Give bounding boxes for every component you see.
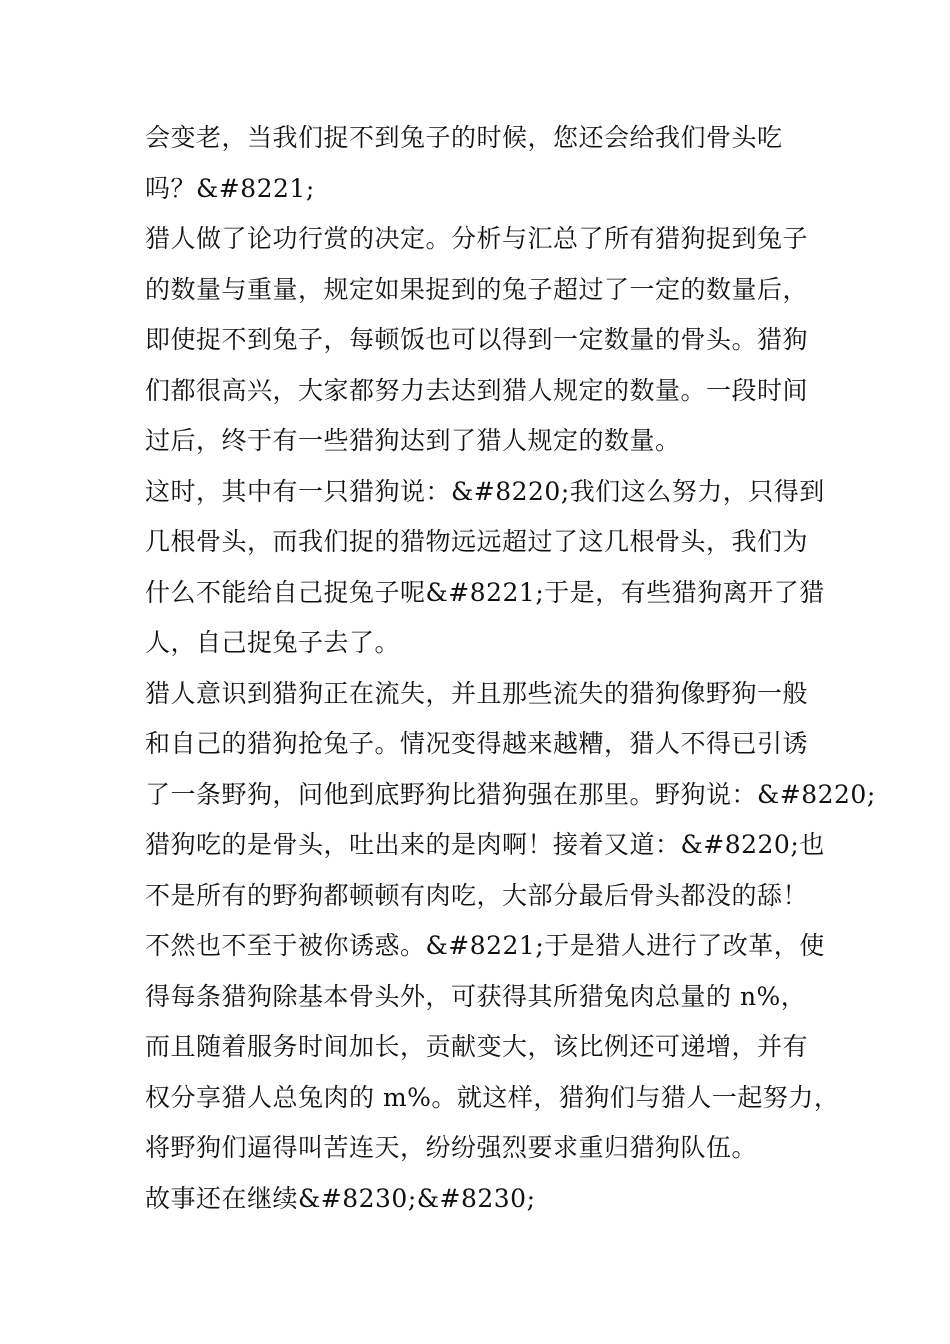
text-line-12: 猎人意识到猎狗正在流失，并且那些流失的猎狗像野狗一般 [145,678,809,708]
text-line-5: 即使捉不到兔子，每顿饭也可以得到一定数量的骨头。猎狗 [145,325,809,354]
text-line-19: 而且随着服务时间加长，贡献变大，该比例还可递增，并有 [145,1032,809,1061]
text-line-1: 会变老，当我们捉不到兔子的时候，您还会给我们骨头吃 [145,123,783,152]
text-line-11: 人，自己捉兔子去了。 [145,628,401,657]
text-line-18: 得每条猎狗除基本骨头外，可获得其所猎兔肉总量的 n%， [145,981,807,1011]
text-line-21: 将野狗们逼得叫苦连天，纷纷强烈要求重归猎狗队伍。 [145,1133,758,1162]
text-line-15: 猎狗吃的是骨头，吐出来的是肉啊！接着又道：&#8220;也 [145,830,825,859]
text-line-10: 什么不能给自己捉兔子呢&#8221;于是，有些猎狗离开了猎 [145,577,825,607]
text-line-7: 过后，终于有一些猎狗达到了猎人规定的数量。 [145,426,681,455]
text-line-6: 们都很高兴，大家都努力去达到猎人规定的数量。一段时间 [145,375,809,405]
text-line-9: 几根骨头，而我们捉的猎物远远超过了这几根骨头，我们为 [145,527,809,556]
text-line-3: 猎人做了论功行赏的决定。分析与汇总了所有猎狗捉到兔子 [145,224,809,253]
text-line-22: 故事还在继续&#8230;&#8230; [145,1183,536,1213]
text-line-13: 和自己的猎狗抢兔子。情况变得越来越糟，猎人不得已引诱 [145,729,809,758]
text-line-20: 权分享猎人总兔肉的 m%。就这样，猎狗们与猎人一起努力， [145,1082,840,1112]
text-line-14: 了一条野狗，问他到底野狗比猎狗强在那里。野狗说：&#8220; [145,779,876,809]
text-line-8: 这时，其中有一只猎狗说：&#8220;我们这么努力，只得到 [145,476,825,506]
text-line-4: 的数量与重量，规定如果捉到的兔子超过了一定的数量后， [145,274,809,304]
text-line-17: 不然也不至于被你诱惑。&#8221;于是猎人进行了改革，使 [145,931,825,960]
text-line-16: 不是所有的野狗都顿顿有肉吃，大部分最后骨头都没的舔！ [145,880,809,910]
story-text [145,113,876,1224]
text-line-2: 吗？&#8221; [145,173,315,203]
